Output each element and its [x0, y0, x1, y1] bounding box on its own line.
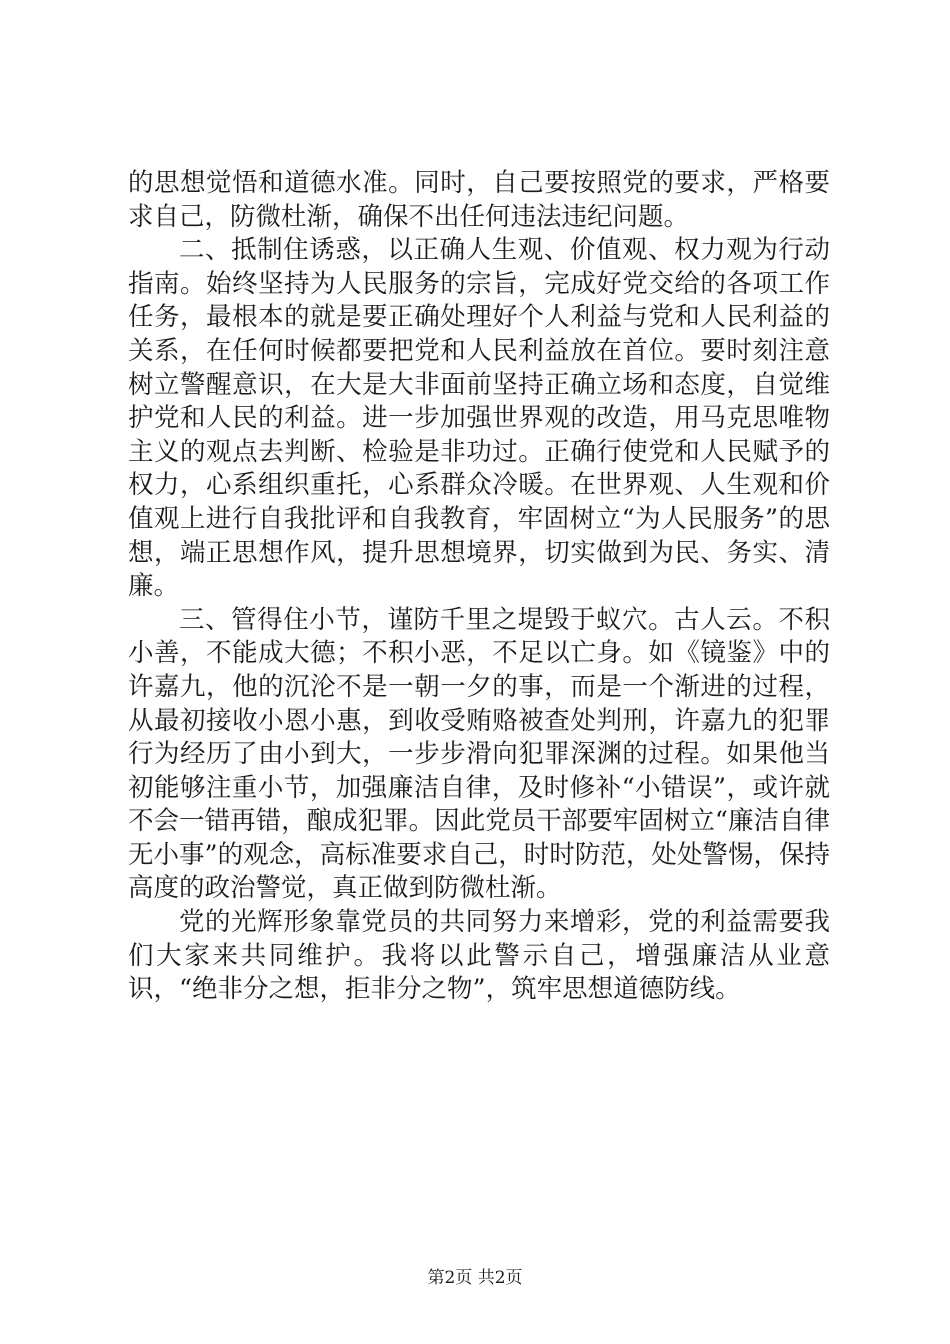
- paragraph-conclusion: 党的光辉形象靠党员的共同努力来增彩，党的利益需要我们大家来共同维护。我将以此警示自己，增强廉洁从业意识，“绝非分之想，拒非分之物”，筑牢思想道德防线。: [128, 907, 830, 1005]
- page-number-label: 第2页 共2页: [427, 1268, 523, 1288]
- paragraph-minor-details: 三、管得住小节，谨防千里之堤毁于蚁穴。古人云。不积小善，不能成大德；不积小恶，不足以亡身。如《镜鉴》中的许嘉九，他的沉沦不是一朝一夕的事，而是一个渐进的过程，从最初接收小恩小惠，到收受贿赂被查处判刑，许嘉九的犯罪行为经历了由小到大，一步步滑向犯罪深渊的过程。如果他当初能够注重小节，加强廉洁自律，及时修补“小错误”，或许就不会一错再错，酿成犯罪。因此党员干部要牢固树立“廉洁自律无小事”的观念，高标准要求自己，时时防范，处处警惕，保持高度的政治警觉，真正做到防微杜渐。: [128, 604, 830, 904]
- page-footer: [0, 1267, 950, 1289]
- document-body: [128, 167, 830, 1007]
- paragraph-resist-temptation: 二、抵制住诱惑，以正确人生观、价值观、权力观为行动指南。始终坚持为人民服务的宗旨，完成好党交给的各项工作任务，最根本的就是要正确处理好个人利益与党和人民利益的关系，在任何时候都要把党和人民利益放在首位。要时刻注意树立警醒意识，在大是大非面前坚持正确立场和态度，自觉维护党和人民的利益。进一步加强世界观的改造，用马克思唯物主义的观点去判断、检验是非功过。正确行使党和人民赋予的权力，心系组织重托，心系群众冷暖。在世界观、人生观和价值观上进行自我批评和自我教育，牢固树立“为人民服务”的思想，端正思想作风，提升思想境界，切实做到为民、务实、清廉。: [128, 235, 830, 602]
- paragraph-continuation: 的思想觉悟和道德水准。同时，自己要按照党的要求，严格要求自己，防微杜渐，确保不出任何违法违纪问题。: [128, 168, 830, 232]
